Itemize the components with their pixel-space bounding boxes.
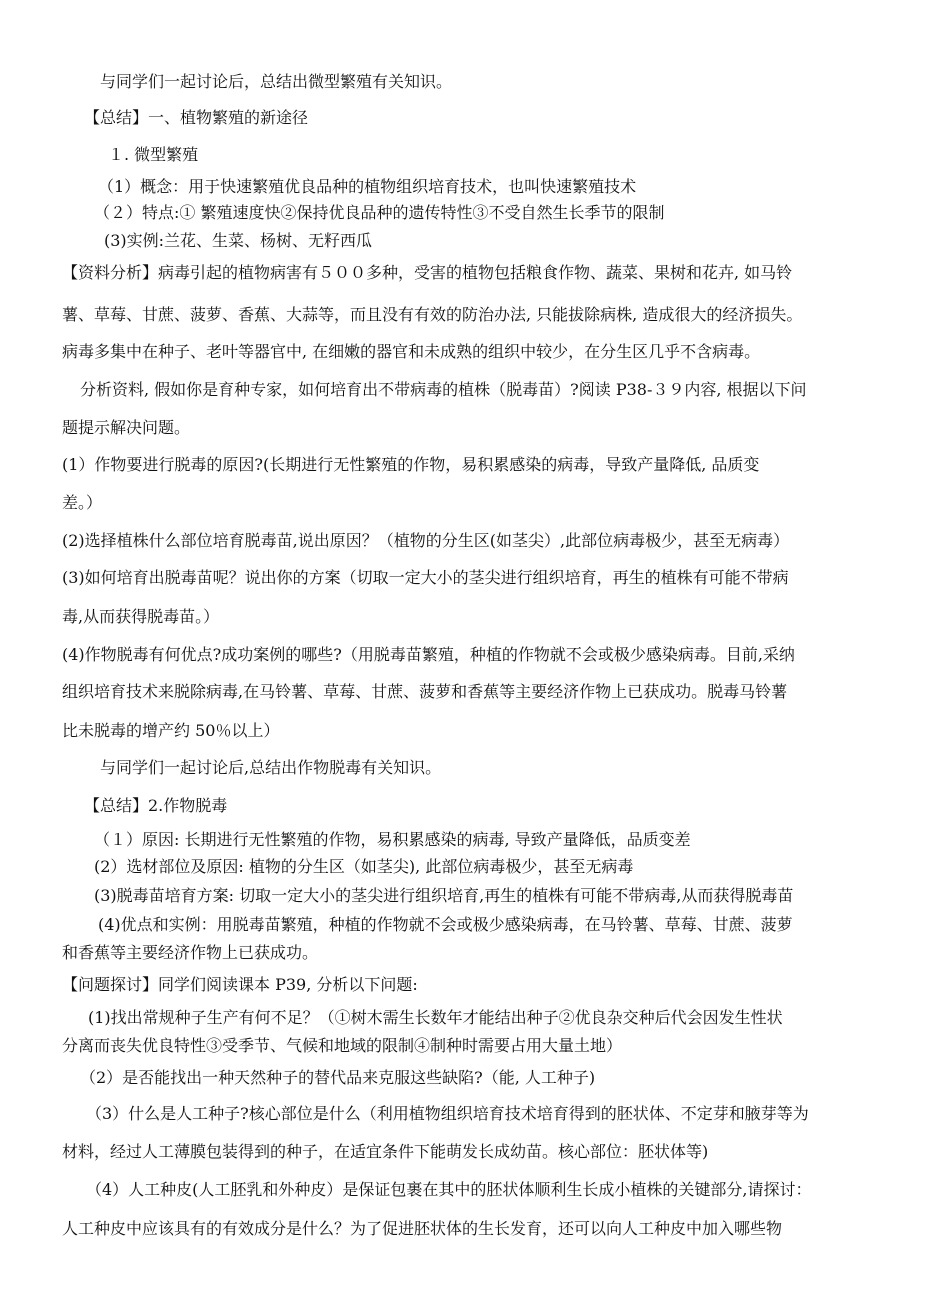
text-line: 【资料分析】病毒引起的植物病害有５００多种，受害的植物包括粮食作物、蔬菜、果树和花卉, 如马铃 <box>62 263 793 282</box>
text-line: （1）概念：用于快速繁殖优良品种的植物组织培育技术，也叫快速繁殖技术 <box>98 177 637 196</box>
text-line: 分析资料, 假如你是育种专家，如何培育出不带病毒的植株（脱毒苗）?阅读 P38-３９内容, 根据以下问 <box>80 380 807 399</box>
text-line: 分离而丧失优良特性③受季节、气候和地域的限制④制种时需要占用大量土地） <box>62 1036 623 1055</box>
text-line: (3)脱毒苗培育方案: 切取一定大小的茎尖进行组织培育,再生的植株有可能不带病毒,从而获得脱毒苗 <box>94 886 794 905</box>
text-line: (1)找出常规种子生产有何不足？（①树木需生长数年才能结出种子②优良杂交种后代会因发生性状 <box>88 1008 783 1027</box>
text-line: （１）原因: 长期进行无性繁殖的作物，易积累感染的病毒, 导致产量降低，品质变差 <box>94 830 691 849</box>
text-line: 组织培育技术来脱除病毒,在马铃薯、草莓、甘蔗、菠萝和香蕉等主要经济作物上已获成功。脱毒马铃薯 <box>62 682 788 701</box>
text-line: 材料，经过人工薄膜包装得到的种子，在适宜条件下能萌发长成幼苗。核心部位：胚状体等) <box>62 1142 709 1161</box>
text-line: （4）人工种皮(人工胚乳和外种皮）是保证包裹在其中的胚状体顺利生长成小植株的关键部分,请探讨： <box>86 1180 812 1199</box>
text-line: 题提示解决问题。 <box>62 418 191 437</box>
text-line: (2)选择植株什么部位培育脱毒苗,说出原因？（植物的分生区(如茎尖）,此部位病毒极少，甚至无病毒） <box>62 531 790 550</box>
text-line: 和香蕉等主要经济作物上已获成功。 <box>62 943 319 962</box>
text-line: 与同学们一起讨论后，总结出微型繁殖有关知识。 <box>100 72 453 91</box>
text-line: 【总结】一、植物繁殖的新途径 <box>84 108 309 127</box>
text-line: １. 微型繁殖 <box>108 145 199 164</box>
text-line: （２）特点:① 繁殖速度快②保持优良品种的遗传特性③不受自然生长季节的限制 <box>94 203 665 222</box>
text-line: 与同学们一起讨论后,总结出作物脱毒有关知识。 <box>100 758 442 777</box>
text-line: (3)如何培育出脱毒苗呢？说出你的方案（切取一定大小的茎尖进行组织培育，再生的植株有可能不带病 <box>62 568 789 587</box>
text-line: (3)实例:兰花、生菜、杨树、无籽西瓜 <box>104 231 373 250</box>
text-line: 人工种皮中应该具有的有效成分是什么？为了促进胚状体的生长发育，还可以向人工种皮中加入哪些物 <box>62 1219 783 1238</box>
text-line: (2）选材部位及原因: 植物的分生区（如茎尖), 此部位病毒极少，甚至无病毒 <box>94 857 634 876</box>
text-line: 差。） <box>62 493 103 512</box>
text-line: （3）什么是人工种子?核心部位是什么（利用植物组织培育技术培育得到的胚状体、不定芽和腋芽等为 <box>86 1104 809 1123</box>
text-line: (1）作物要进行脱毒的原因?(长期进行无性繁殖的作物，易积累感染的病毒，导致产量降低, 品质变 <box>62 455 760 474</box>
text-line: 比未脱毒的增产约 50％以上） <box>62 721 280 740</box>
text-line: （2）是否能找出一种天然种子的替代品来克服这些缺陷?（能, 人工种子) <box>80 1068 596 1087</box>
text-line: (4)优点和实例：用脱毒苗繁殖，种植的作物就不会或极少感染病毒，在马铃薯、草莓、甘蔗、菠萝 <box>98 915 793 934</box>
text-line: 【问题探讨】同学们阅读课本 P39, 分析以下问题: <box>62 975 418 994</box>
text-line: 【总结】2.作物脱毒 <box>84 796 228 815</box>
text-line: 毒,从而获得脱毒苗。） <box>62 607 220 626</box>
text-line: (4)作物脱毒有何优点?成功案例的哪些?（用脱毒苗繁殖，种植的作物就不会或极少感染病毒。目前,采纳 <box>62 645 795 664</box>
text-line: 薯、草莓、甘蔗、菠萝、香蕉、大蒜等，而且没有有效的防治办法, 只能拔除病株, 造成很大的经济损失。 <box>62 305 803 324</box>
text-line: 病毒多集中在种子、老叶等器官中, 在细嫩的器官和未成熟的组织中较少，在分生区几乎不含病毒。 <box>62 342 761 361</box>
